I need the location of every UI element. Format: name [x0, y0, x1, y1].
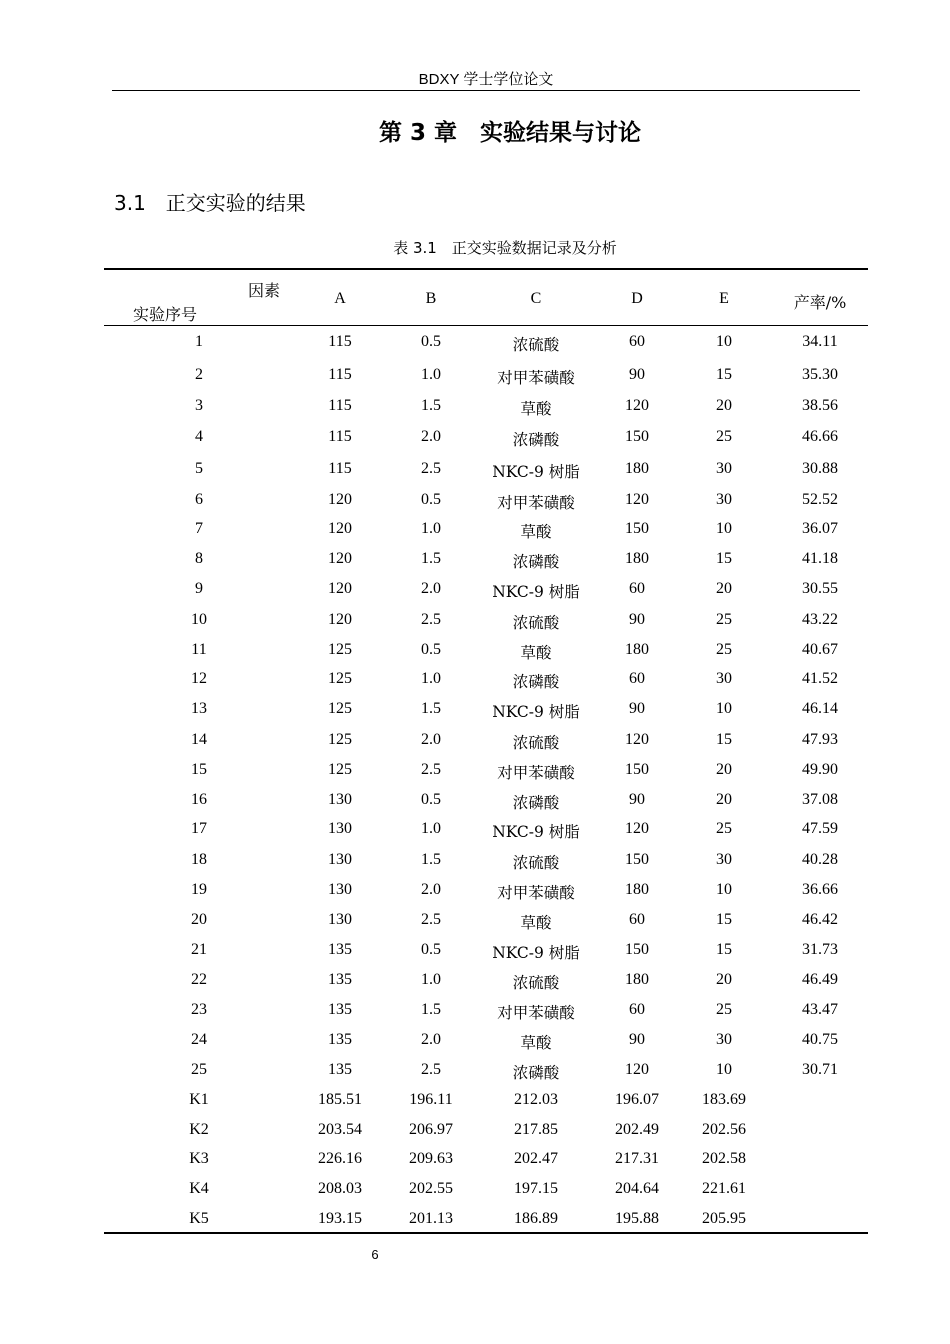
- table-cell: 115: [328, 333, 352, 350]
- header-rule: [112, 90, 860, 91]
- chapter-title: 第 3 章 实验结果与讨论: [378, 120, 642, 146]
- table-cell: 135: [328, 1001, 352, 1018]
- table-cell: 115: [328, 366, 352, 383]
- table-cell: 35.30: [802, 366, 838, 383]
- table-cell: 30: [716, 460, 732, 477]
- table-cell: 120: [328, 491, 352, 508]
- table-cell: 25: [716, 820, 732, 837]
- table-cell: 226.16: [318, 1150, 362, 1167]
- table-cell: 196.11: [409, 1091, 453, 1108]
- table-cell: 1.5: [421, 550, 441, 567]
- table-cell: 180: [625, 641, 649, 658]
- table-cell: 22: [191, 971, 207, 988]
- table-cell: 1.5: [421, 397, 441, 414]
- table-cell: 17: [191, 820, 207, 837]
- table-cell: 15: [716, 731, 732, 748]
- table-cell: 150: [625, 851, 649, 868]
- table-cell: 206.97: [409, 1121, 453, 1138]
- table-cell: 18: [191, 851, 207, 868]
- table-cell: 15: [716, 366, 732, 383]
- table-cell: 196.07: [615, 1091, 659, 1108]
- table-cell: 16: [191, 791, 207, 808]
- page-header: BDXY 学士学位论文: [418, 71, 554, 88]
- table-cell: 草酸: [520, 914, 552, 932]
- table-cell: 25: [191, 1061, 207, 1078]
- table-cell: 201.13: [409, 1210, 453, 1227]
- table-cell: 36.07: [802, 520, 838, 537]
- table-cell: 120: [328, 580, 352, 597]
- table-cell: 25: [716, 1001, 732, 1018]
- table-cell: 2.0: [421, 580, 441, 597]
- table-cell: 2.0: [421, 1031, 441, 1048]
- table-cell: 对甲苯磺酸: [497, 884, 575, 902]
- table-cell: 203.54: [318, 1121, 362, 1138]
- table-cell: 90: [629, 366, 645, 383]
- table-cell: 19: [191, 881, 207, 898]
- table-cell: 浓硫酸: [512, 854, 560, 872]
- table-cell: 135: [328, 971, 352, 988]
- table-cell: 0.5: [421, 333, 441, 350]
- table-cell: 180: [625, 550, 649, 567]
- table-cell: 130: [328, 911, 352, 928]
- table-cell: 14: [191, 731, 207, 748]
- table-cell: 草酸: [520, 523, 552, 541]
- table-cell: 46.14: [802, 700, 838, 717]
- table-cell: 135: [328, 1031, 352, 1048]
- table-cell: 0.5: [421, 941, 441, 958]
- table-cell: 185.51: [318, 1091, 362, 1108]
- table-cell: 202.55: [409, 1180, 453, 1197]
- table-cell: 草酸: [520, 1034, 552, 1052]
- table-cell: 115: [328, 428, 352, 445]
- table-cell: 130: [328, 820, 352, 837]
- column-header-a: A: [334, 290, 346, 307]
- table-cell: 1.5: [421, 851, 441, 868]
- table-cell: 30.71: [802, 1061, 838, 1078]
- column-header-c: C: [530, 290, 542, 307]
- page-number: 6: [371, 1247, 379, 1262]
- table-header-rule: [104, 325, 868, 326]
- table-cell: 2.5: [421, 460, 441, 477]
- table-cell: 浓磷酸: [512, 431, 560, 449]
- table-cell: 150: [625, 761, 649, 778]
- table-cell: NKC-9 树脂: [492, 463, 580, 481]
- table-cell: 205.95: [702, 1210, 746, 1227]
- table-cell: 草酸: [520, 644, 552, 662]
- table-cell: 20: [716, 397, 732, 414]
- table-cell: 20: [716, 791, 732, 808]
- table-cell: 1.0: [421, 820, 441, 837]
- table-cell: 13: [191, 700, 207, 717]
- table-cell: 197.15: [514, 1180, 558, 1197]
- table-cell: 2.5: [421, 611, 441, 628]
- table-cell: 90: [629, 611, 645, 628]
- table-cell: 60: [629, 580, 645, 597]
- table-cell: 60: [629, 333, 645, 350]
- table-cell: NKC-9 树脂: [492, 823, 580, 841]
- table-cell: 90: [629, 700, 645, 717]
- table-cell: 130: [328, 881, 352, 898]
- table-cell: 0.5: [421, 641, 441, 658]
- table-cell: 0.5: [421, 491, 441, 508]
- table-cell: 15: [716, 550, 732, 567]
- table-cell: 1.5: [421, 700, 441, 717]
- table-cell: 30: [716, 851, 732, 868]
- table-cell: 30: [716, 1031, 732, 1048]
- table-cell: 1.0: [421, 366, 441, 383]
- table-cell: 浓硫酸: [512, 734, 560, 752]
- table-cell: 217.85: [514, 1121, 558, 1138]
- table-cell: 204.64: [615, 1180, 659, 1197]
- table-cell: 202.49: [615, 1121, 659, 1138]
- table-cell: 37.08: [802, 791, 838, 808]
- table-cell: 60: [629, 911, 645, 928]
- table-cell: K4: [189, 1180, 209, 1197]
- table-cell: 1: [195, 333, 203, 350]
- table-cell: 186.89: [514, 1210, 558, 1227]
- table-cell: 2.0: [421, 881, 441, 898]
- table-cell: 135: [328, 1061, 352, 1078]
- table-cell: 15: [716, 911, 732, 928]
- table-cell: 浓硫酸: [512, 974, 560, 992]
- table-cell: 10: [191, 611, 207, 628]
- table-cell: 90: [629, 791, 645, 808]
- table-cell: 90: [629, 1031, 645, 1048]
- table-cell: 130: [328, 851, 352, 868]
- table-cell: 195.88: [615, 1210, 659, 1227]
- table-cell: 10: [716, 1061, 732, 1078]
- table-cell: 40.75: [802, 1031, 838, 1048]
- table-cell: 30: [716, 491, 732, 508]
- table-cell: 24: [191, 1031, 207, 1048]
- table-cell: 115: [328, 397, 352, 414]
- table-cell: 202.47: [514, 1150, 558, 1167]
- table-cell: 5: [195, 460, 203, 477]
- table-cell: 11: [191, 641, 207, 658]
- table-cell: 202.58: [702, 1150, 746, 1167]
- table-cell: 49.90: [802, 761, 838, 778]
- table-cell: 120: [625, 731, 649, 748]
- table-caption: 表 3.1 正交实验数据记录及分析: [393, 239, 617, 257]
- table-cell: 41.52: [802, 670, 838, 687]
- table-cell: NKC-9 树脂: [492, 703, 580, 721]
- table-cell: 1.0: [421, 670, 441, 687]
- table-cell: 25: [716, 611, 732, 628]
- table-cell: 202.56: [702, 1121, 746, 1138]
- table-cell: 34.11: [802, 333, 838, 350]
- table-cell: 7: [195, 520, 203, 537]
- table-cell: 208.03: [318, 1180, 362, 1197]
- table-cell: 浓硫酸: [512, 336, 560, 354]
- table-cell: 212.03: [514, 1091, 558, 1108]
- table-cell: 180: [625, 460, 649, 477]
- corner-factor-label: 因素: [248, 281, 281, 300]
- table-cell: 对甲苯磺酸: [497, 494, 575, 512]
- table-cell: 12: [191, 670, 207, 687]
- table-cell: 41.18: [802, 550, 838, 567]
- table-cell: 120: [625, 491, 649, 508]
- table-cell: 40.28: [802, 851, 838, 868]
- table-bottom-rule: [104, 1232, 868, 1234]
- table-cell: 38.56: [802, 397, 838, 414]
- table-cell: 150: [625, 520, 649, 537]
- table-cell: 3: [195, 397, 203, 414]
- table-cell: 36.66: [802, 881, 838, 898]
- table-cell: 浓磷酸: [512, 673, 560, 691]
- table-cell: 2.5: [421, 911, 441, 928]
- table-cell: 1.0: [421, 520, 441, 537]
- table-cell: 20: [716, 761, 732, 778]
- table-cell: 草酸: [520, 400, 552, 418]
- table-cell: 209.63: [409, 1150, 453, 1167]
- table-cell: 46.42: [802, 911, 838, 928]
- table-cell: 46.66: [802, 428, 838, 445]
- table-cell: 180: [625, 881, 649, 898]
- table-cell: 221.61: [702, 1180, 746, 1197]
- table-cell: 20: [191, 911, 207, 928]
- table-cell: 9: [195, 580, 203, 597]
- table-cell: 193.15: [318, 1210, 362, 1227]
- table-cell: 183.69: [702, 1091, 746, 1108]
- table-cell: 217.31: [615, 1150, 659, 1167]
- table-cell: 对甲苯磺酸: [497, 764, 575, 782]
- table-cell: 60: [629, 670, 645, 687]
- table-cell: 46.49: [802, 971, 838, 988]
- column-header-b: B: [425, 290, 437, 307]
- column-header-yield: 产率/%: [793, 293, 847, 312]
- table-cell: 浓磷酸: [512, 553, 560, 571]
- table-cell: 150: [625, 941, 649, 958]
- table-cell: 125: [328, 641, 352, 658]
- table-cell: 115: [328, 460, 352, 477]
- table-cell: 2: [195, 366, 203, 383]
- table-cell: 125: [328, 700, 352, 717]
- table-cell: 130: [328, 791, 352, 808]
- table-cell: 1.5: [421, 1001, 441, 1018]
- table-cell: 150: [625, 428, 649, 445]
- table-cell: K3: [189, 1150, 209, 1167]
- table-cell: 120: [328, 550, 352, 567]
- table-cell: 180: [625, 971, 649, 988]
- table-cell: 25: [716, 641, 732, 658]
- table-cell: NKC-9 树脂: [492, 583, 580, 601]
- table-cell: K1: [189, 1091, 209, 1108]
- section-title: 3.1 正交实验的结果: [114, 191, 306, 215]
- table-cell: 20: [716, 971, 732, 988]
- table-cell: 2.5: [421, 761, 441, 778]
- table-cell: 1.0: [421, 971, 441, 988]
- table-cell: 43.47: [802, 1001, 838, 1018]
- table-cell: 52.52: [802, 491, 838, 508]
- table-cell: NKC-9 树脂: [492, 944, 580, 962]
- table-cell: 10: [716, 881, 732, 898]
- table-cell: 120: [625, 820, 649, 837]
- table-cell: 0.5: [421, 791, 441, 808]
- table-cell: 120: [328, 611, 352, 628]
- table-cell: 20: [716, 580, 732, 597]
- table-cell: 30.88: [802, 460, 838, 477]
- table-cell: 120: [625, 1061, 649, 1078]
- table-cell: 25: [716, 428, 732, 445]
- table-cell: 30.55: [802, 580, 838, 597]
- table-cell: 120: [625, 397, 649, 414]
- column-header-d: D: [631, 290, 643, 307]
- table-cell: 浓硫酸: [512, 614, 560, 632]
- table-cell: 对甲苯磺酸: [497, 369, 575, 387]
- table-cell: 15: [191, 761, 207, 778]
- table-cell: 2.5: [421, 1061, 441, 1078]
- table-cell: 对甲苯磺酸: [497, 1004, 575, 1022]
- table-cell: 10: [716, 520, 732, 537]
- table-cell: 4: [195, 428, 203, 445]
- column-header-e: E: [719, 290, 729, 307]
- table-cell: 8: [195, 550, 203, 567]
- table-cell: 135: [328, 941, 352, 958]
- table-cell: 23: [191, 1001, 207, 1018]
- table-cell: 2.0: [421, 428, 441, 445]
- table-cell: 15: [716, 941, 732, 958]
- table-cell: 47.59: [802, 820, 838, 837]
- table-top-rule: [104, 268, 868, 270]
- table-cell: 47.93: [802, 731, 838, 748]
- table-cell: 浓磷酸: [512, 794, 560, 812]
- table-cell: 浓磷酸: [512, 1064, 560, 1082]
- table-cell: 125: [328, 670, 352, 687]
- table-cell: 120: [328, 520, 352, 537]
- table-cell: 6: [195, 491, 203, 508]
- table-cell: 30: [716, 670, 732, 687]
- table-cell: K2: [189, 1121, 209, 1138]
- table-cell: 10: [716, 333, 732, 350]
- table-cell: 125: [328, 731, 352, 748]
- table-cell: 21: [191, 941, 207, 958]
- table-cell: 60: [629, 1001, 645, 1018]
- table-cell: 125: [328, 761, 352, 778]
- table-cell: 43.22: [802, 611, 838, 628]
- table-cell: 2.0: [421, 731, 441, 748]
- table-cell: 31.73: [802, 941, 838, 958]
- table-cell: 10: [716, 700, 732, 717]
- corner-sequence-label: 实验序号: [133, 305, 198, 324]
- table-cell: 40.67: [802, 641, 838, 658]
- table-cell: K5: [189, 1210, 209, 1227]
